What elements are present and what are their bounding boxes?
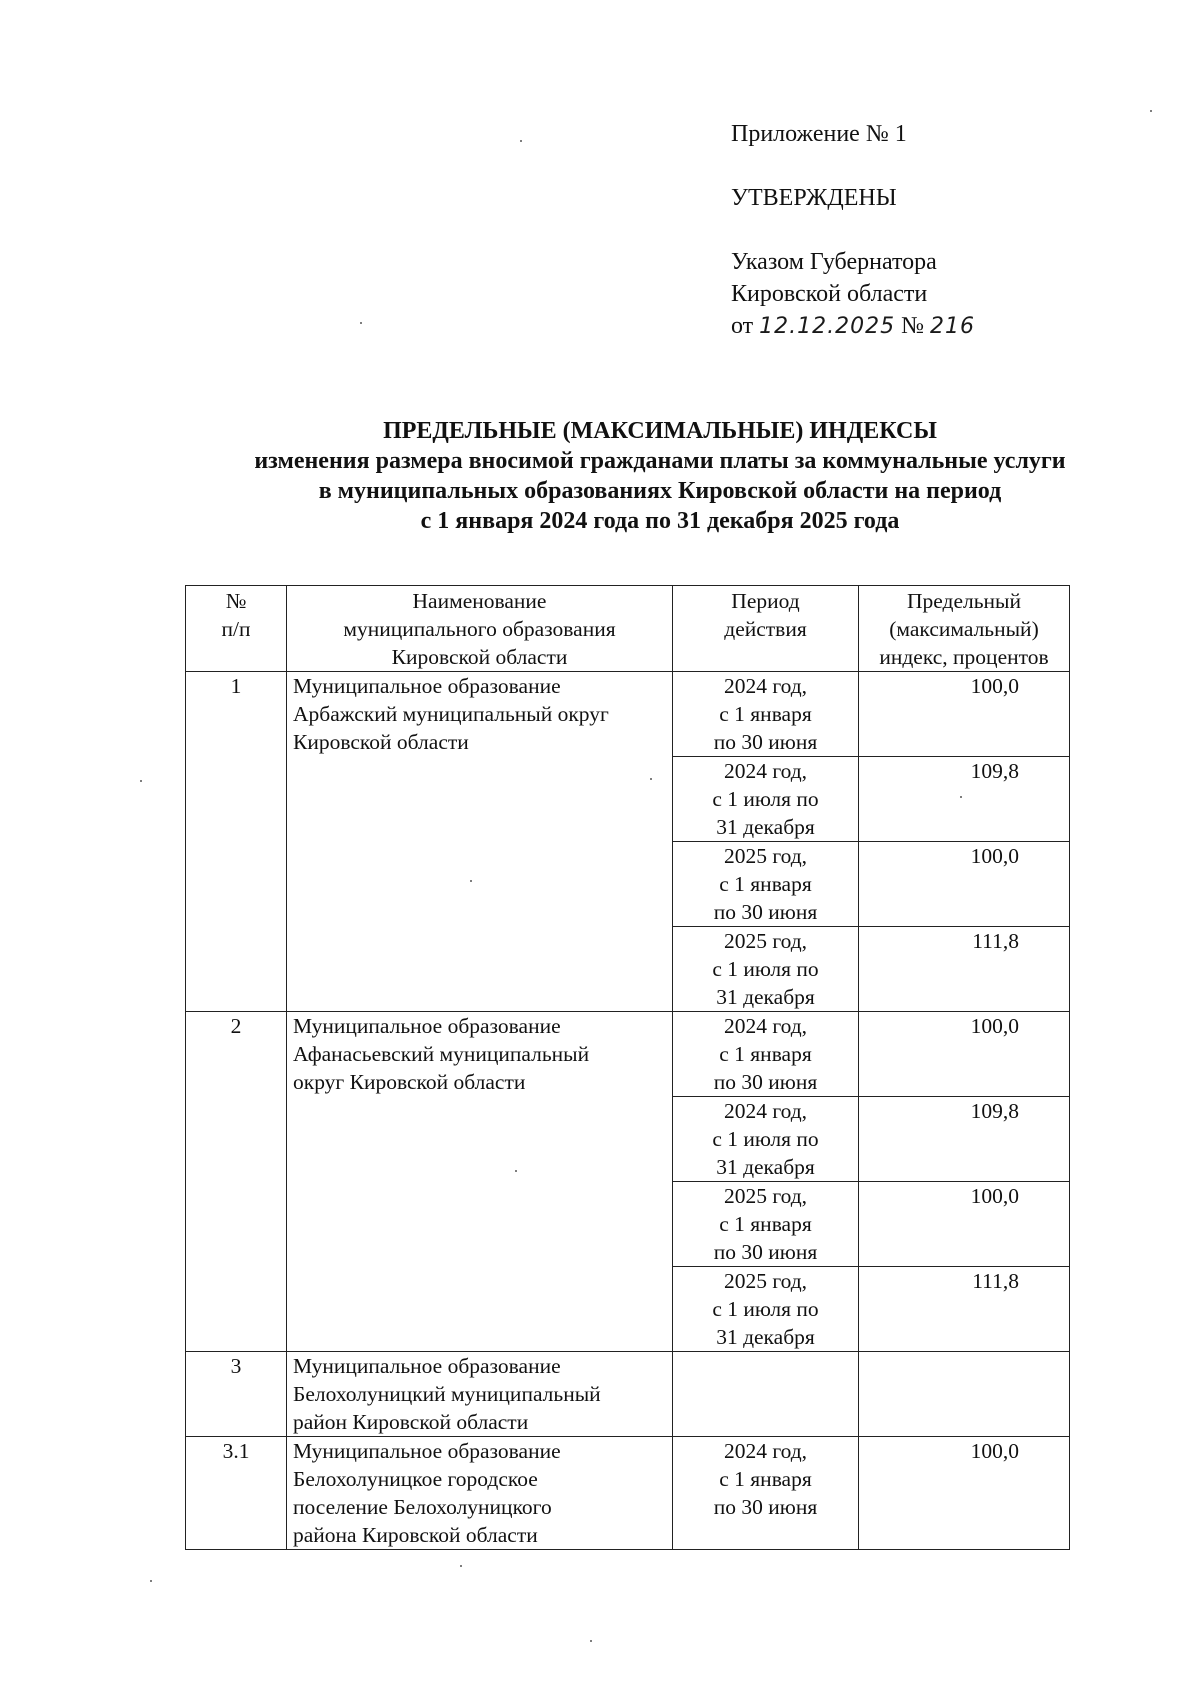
scan-speck <box>960 796 962 798</box>
decree-date-line <box>731 310 1151 343</box>
approved-by-line-2: Кировской области <box>731 281 928 307</box>
entry-index: 100,0 <box>859 1012 1070 1097</box>
table-row <box>186 1012 1070 1097</box>
appendix-label: Приложение № 1 <box>731 121 907 147</box>
entry-number: 3 <box>186 1352 287 1437</box>
entry-number: 2 <box>186 1012 287 1352</box>
entry-period <box>673 1352 859 1437</box>
scan-speck <box>515 1170 517 1172</box>
scan-speck <box>140 780 142 782</box>
table-row <box>186 672 1070 757</box>
scan-speck <box>470 880 472 882</box>
number-sign: № <box>901 313 925 339</box>
scan-speck <box>590 1640 592 1642</box>
entry-index: 100,0 <box>859 1182 1070 1267</box>
spacer <box>731 214 1151 246</box>
entry-period: 2024 год, с 1 июля по 31 декабря <box>673 757 859 842</box>
scan-speck <box>360 322 362 324</box>
scan-speck <box>150 1580 152 1582</box>
date-prefix: от <box>731 313 754 339</box>
entry-index: 111,8 <box>859 1267 1070 1352</box>
table-row <box>186 1437 1070 1550</box>
scan-speck <box>520 140 522 142</box>
entry-period: 2025 год, с 1 июля по 31 декабря <box>673 927 859 1012</box>
entry-period: 2024 год, с 1 января по 30 июня <box>673 672 859 757</box>
scan-speck <box>1150 110 1152 112</box>
decree-number: 216 <box>930 314 976 339</box>
entry-period: 2024 год, с 1 января по 30 июня <box>673 1012 859 1097</box>
entry-period: 2025 год, с 1 июля по 31 декабря <box>673 1267 859 1352</box>
document-title <box>120 416 1200 536</box>
entry-index: 100,0 <box>859 672 1070 757</box>
entry-period: 2025 год, с 1 января по 30 июня <box>673 842 859 927</box>
table-row <box>186 1352 1070 1437</box>
table-body <box>186 672 1070 1550</box>
entry-index: 109,8 <box>859 1097 1070 1182</box>
entry-name: Муниципальное образование Афанасьевский муниципальный округ Кировской области <box>287 1012 673 1352</box>
indices-table <box>185 585 1070 1550</box>
entry-index: 100,0 <box>859 842 1070 927</box>
header-num: № п/п <box>186 586 287 672</box>
scan-speck <box>460 1565 462 1567</box>
title-line-3: в муниципальных образованиях Кировской области на период <box>318 478 1002 504</box>
entry-index: 100,0 <box>859 1437 1070 1550</box>
approved-label: УТВЕРЖДЕНЫ <box>731 185 897 211</box>
entry-name: Муниципальное образование Арбажский муниципальный округ Кировской области <box>287 672 673 1012</box>
header-period: Период действия <box>673 586 859 672</box>
header-name: Наименование муниципального образования Кировской области <box>287 586 673 672</box>
title-line-1: ПРЕДЕЛЬНЫЕ (МАКСИМАЛЬНЫЕ) ИНДЕКСЫ <box>383 418 937 444</box>
approval-block <box>731 118 1151 343</box>
approved-by-line-1: Указом Губернатора <box>731 249 937 275</box>
table-header-row <box>186 586 1070 672</box>
entry-index <box>859 1352 1070 1437</box>
entry-index: 111,8 <box>859 927 1070 1012</box>
header-index: Предельный (максимальный) индекс, процентов <box>859 586 1070 672</box>
entry-name: Муниципальное образование Белохолуницкий муниципальный район Кировской области <box>287 1352 673 1437</box>
title-line-2: изменения размера вносимой гражданами платы за коммунальные услуги <box>254 448 1066 474</box>
entry-number: 3.1 <box>186 1437 287 1550</box>
decree-date: 12.12.2025 <box>759 314 896 339</box>
entry-name: Муниципальное образование Белохолуницкое городское поселение Белохолуницкого района Кировской области <box>287 1437 673 1550</box>
entry-number: 1 <box>186 672 287 1012</box>
entry-period: 2024 год, с 1 января по 30 июня <box>673 1437 859 1550</box>
entry-period: 2025 год, с 1 января по 30 июня <box>673 1182 859 1267</box>
title-line-4: с 1 января 2024 года по 31 декабря 2025 года <box>420 508 900 534</box>
entry-index: 109,8 <box>859 757 1070 842</box>
spacer <box>731 150 1151 182</box>
entry-period: 2024 год, с 1 июля по 31 декабря <box>673 1097 859 1182</box>
scan-speck <box>650 778 652 780</box>
